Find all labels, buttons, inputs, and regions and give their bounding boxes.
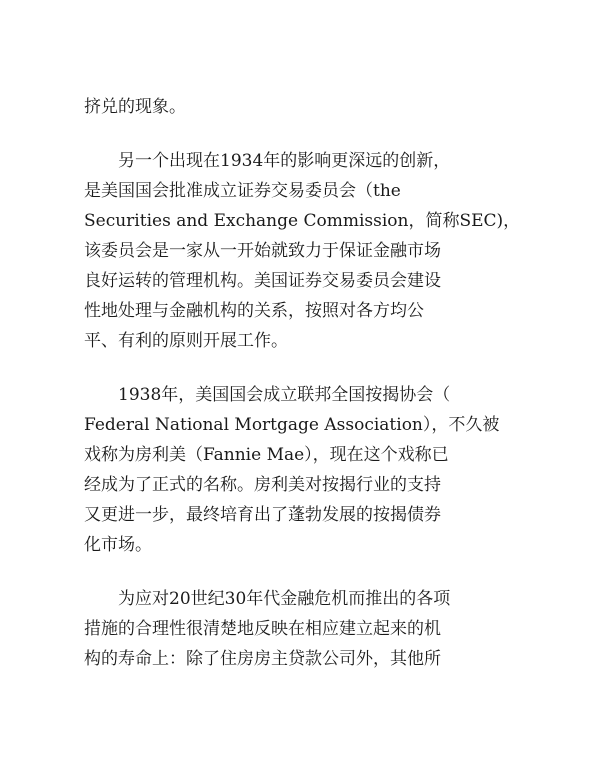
text-line: 为应对20世纪30年代金融危机而推出的各项 (118, 589, 451, 609)
text-line: 又更进一步，最终培育出了蓬勃发展的按揭债券 (84, 505, 441, 525)
text-line: 挤兑的现象。 (84, 97, 186, 117)
body-text (84, 92, 520, 698)
paragraph-2 (84, 146, 520, 356)
paragraph-4 (84, 584, 520, 674)
text-line: 该委员会是一家从一开始就致力于保证金融市场 (84, 241, 441, 261)
text-line: 经成为了正式的名称。房利美对按揭行业的支持 (84, 475, 441, 495)
text-line: 构的寿命上：除了住房房主贷款公司外，其他所 (84, 649, 441, 669)
paragraph-3 (84, 380, 520, 560)
text-line: Securities and Exchange Commission，简称SEC)， (84, 211, 521, 231)
text-line: 1938年，美国国会成立联邦全国按揭协会（ (118, 385, 451, 405)
text-line: 良好运转的管理机构。美国证券交易委员会建设 (84, 271, 441, 291)
text-line: 措施的合理性很清楚地反映在相应建立起来的机 (84, 619, 441, 639)
text-line: 化市场。 (84, 535, 152, 555)
text-line: 是美国国会批准成立证券交易委员会（the (84, 181, 401, 201)
paragraph-1 (84, 92, 520, 122)
text-line: 另一个出现在1934年的影响更深远的创新， (118, 151, 451, 171)
text-line: Federal National Mortgage Association），不久被 (84, 415, 500, 435)
text-line: 戏称为房利美（Fannie Mae），现在这个戏称已 (84, 445, 449, 465)
text-line: 性地处理与金融机构的关系，按照对各方均公 (84, 301, 424, 321)
text-line: 平、有利的原则开展工作。 (84, 331, 288, 351)
